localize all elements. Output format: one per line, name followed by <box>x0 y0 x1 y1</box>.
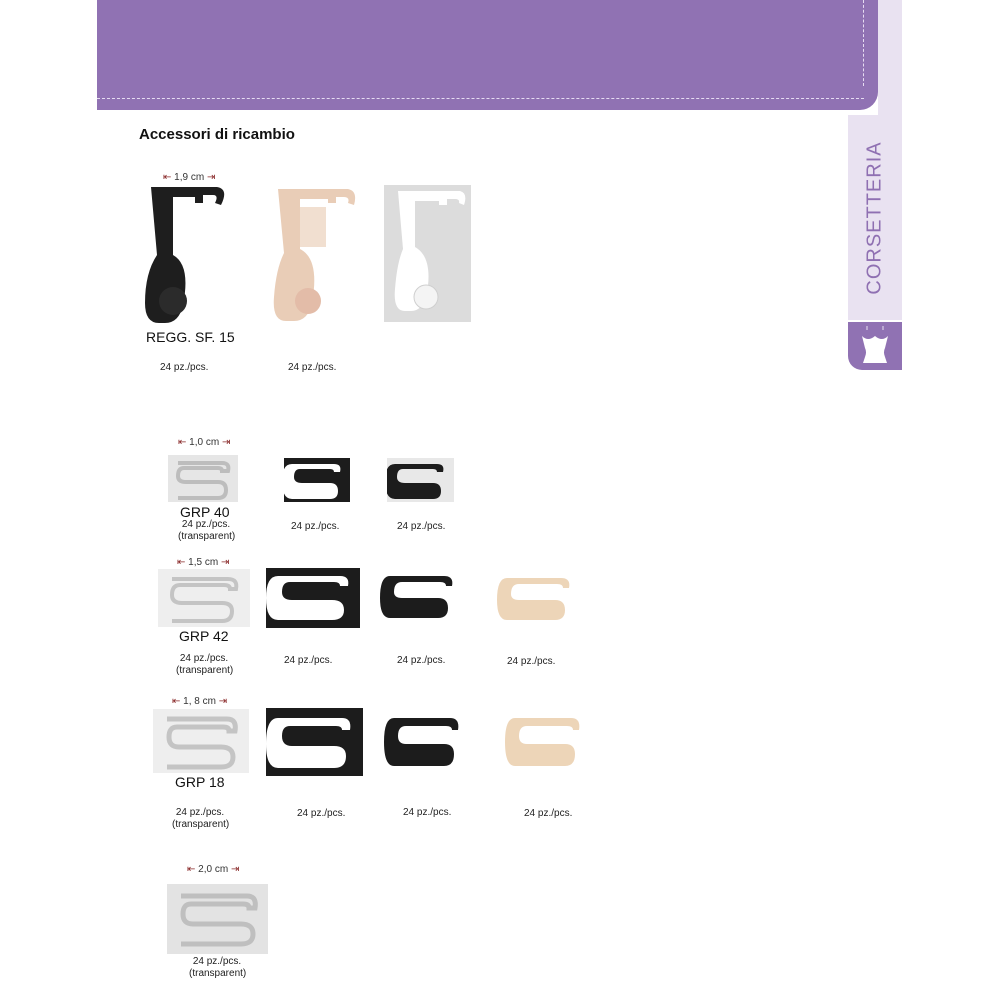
product-photo-beige <box>270 183 358 323</box>
pack-label: 24 pz./pcs. <box>284 655 333 666</box>
header-stitch <box>97 98 864 99</box>
pack-label: 24 pz./pcs. <box>403 807 452 818</box>
product-photo-beige <box>505 712 589 770</box>
pack-label: 24 pz./pcs. (transparent) <box>189 956 247 979</box>
pack-label: 24 pz./pcs. <box>160 362 209 373</box>
pack-label: 24 pz./pcs. <box>297 808 346 819</box>
product-photo-transparent <box>168 455 238 502</box>
pack-label: 24 pz./pcs. <box>524 808 573 819</box>
product-code: GRP 18 <box>175 774 225 790</box>
side-tab-label: CORSETTERIA <box>863 140 886 295</box>
product-photo-black <box>387 458 454 502</box>
side-tab[interactable] <box>848 115 902 320</box>
pack-label: 24 pz./pcs. (transparent) <box>178 519 236 542</box>
product-photo-white <box>266 568 360 628</box>
dimension-label: ⇤ 1,9 cm ⇥ <box>163 172 216 183</box>
pack-label: 24 pz./pcs. <box>397 521 446 532</box>
product-code: REGG. SF. 15 <box>146 329 235 345</box>
dimension-label: ⇤ 2,0 cm ⇥ <box>187 864 240 875</box>
product-code: GRP 42 <box>179 628 229 644</box>
pack-label: 24 pz./pcs. <box>288 362 337 373</box>
product-photo-transparent <box>153 709 249 773</box>
dimension-label: ⇤ 1,5 cm ⇥ <box>177 557 230 568</box>
corset-icon <box>848 322 902 370</box>
product-photo-white <box>266 708 363 776</box>
pack-label: 24 pz./pcs. <box>397 655 446 666</box>
product-photo-black <box>143 183 231 323</box>
section-title: Accessori di ricambio <box>139 126 295 143</box>
header-stitch-vertical <box>863 0 864 86</box>
product-photo-white <box>384 185 471 322</box>
pack-label: 24 pz./pcs. (transparent) <box>176 653 234 676</box>
side-strip <box>878 0 902 115</box>
product-photo-transparent <box>167 884 268 954</box>
dimension-label: ⇤ 1, 8 cm ⇥ <box>172 696 228 707</box>
header-band <box>97 0 878 110</box>
pack-label: 24 pz./pcs. (transparent) <box>172 807 230 830</box>
product-photo-transparent <box>158 569 250 627</box>
pack-label: 24 pz./pcs. <box>291 521 340 532</box>
product-photo-black <box>380 570 462 622</box>
product-photo-beige <box>497 572 579 624</box>
product-code: GRP 40 <box>180 504 230 520</box>
dimension-label: ⇤ 1,0 cm ⇥ <box>178 437 231 448</box>
pack-label: 24 pz./pcs. <box>507 656 556 667</box>
product-photo-black <box>384 712 468 770</box>
product-photo-white <box>284 458 350 502</box>
